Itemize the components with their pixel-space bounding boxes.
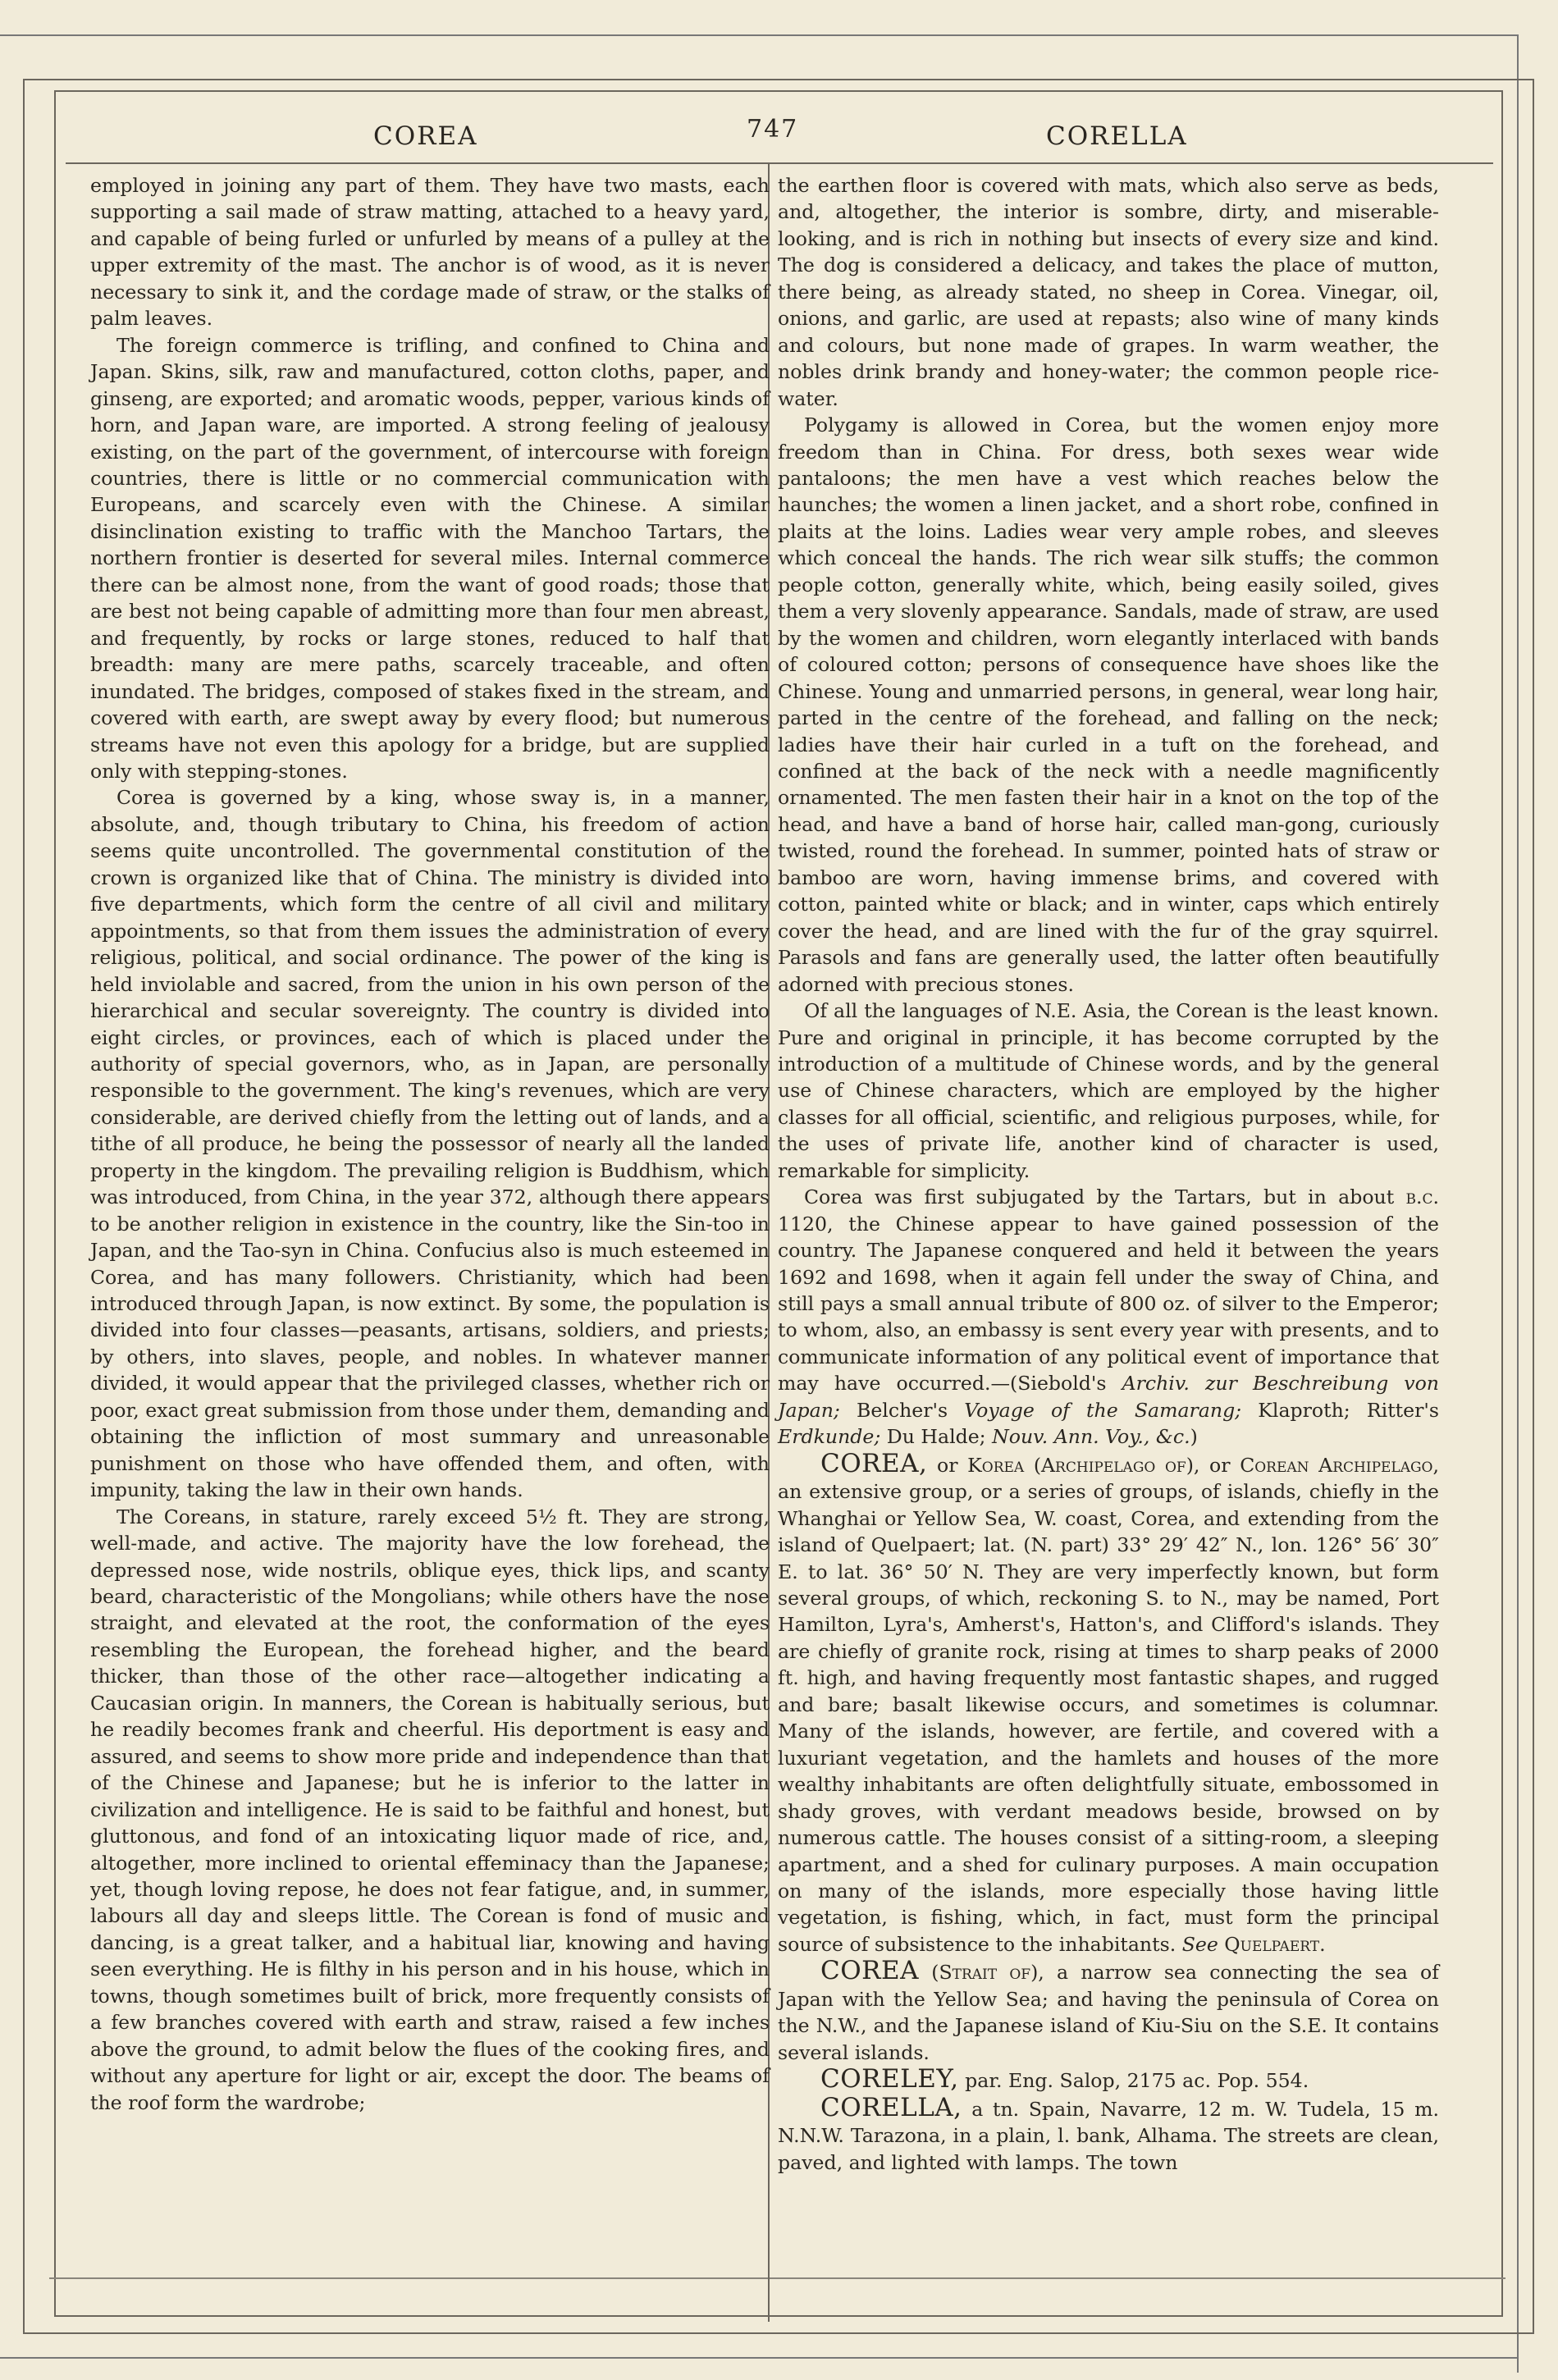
right-column xyxy=(778,172,1439,2176)
entry-headword: CORELEY, xyxy=(820,2064,959,2094)
paragraph: Polygamy is allowed in Corea, but the women enjoy more freedom than in China. For dress, both sexes wear wide pantaloons; the men have a vest which reaches below the haunches; the women a linen jacket, and a short robe, confined in plaits at the loins. Ladies wear very ample robes, and sleeves which conceal the hands. The rich wear silk stuffs; the common people cotton, generally white, which, being easily soiled, gives them a very slovenly appearance. Sandals, made of straw, are used by the women and children, worn elegantly interlaced with bands of coloured cotton; persons of consequence have shoes like the Chinese. Young and unmarried persons, in general, wear long hair, parted in the centre of the forehead, and falling on the neck; ladies have their hair curled in a tuft on the forehead, and confined at the back of the neck with a needle magnificently ornamented. The men fasten their hair in a knot on the top of the head, and have a band of horse hair, called man-gong, curiously twisted, round the forehead. In summer, pointed hats of straw or bamboo are worn, having immense brims, and covered with cotton, painted white or black; and in winter, caps which entirely cover the head, and are lined with the fur of the gray squirrel. Parasols and fans are generally used, the latter often beautifully adorned with precious stones. xyxy=(778,413,1439,996)
text-span: ) xyxy=(1190,1425,1198,1449)
gazetteer-entry-corella xyxy=(778,2094,1439,2176)
gazetteer-entry-coreley xyxy=(778,2066,1439,2094)
header-left-word: COREA xyxy=(373,121,478,151)
text-span: See xyxy=(1181,1932,1218,1956)
text-span: Corean Archipelago, xyxy=(1240,1453,1439,1477)
top-edge-rule xyxy=(0,34,1518,36)
paragraph: employed in joining any part of them. They have two masts, each supporting a sail made of straw matting, attached to a heavy yard, and capable of being furled or unfurled by means of a pulley at the upper extremity of the mast. The anchor is of wood, as it is never necessary to sink it, and the cordage made of straw, or the stalks of palm leaves. xyxy=(90,174,770,331)
text-span: an extensive group, or a series of groups, of islands, chiefly in the Whanghai or Yellow Sea, W. coast, Corea, and extending from the island of Quelpaert; lat. (N. part) 33° 29′ 42″ N., lon. 126° 56′ 30″ E. to lat. 36° 50′ N. They are very imperfectly known, but form several groups, of which, reckoning S. to N., may be named, Port Hamilton, Lyra's, Amherst's, Hatton's, and Clifford's islands. They are chiefly of granite rock, rising at times to sharp peaks of 2000 ft. high, and having frequently most fantastic shapes, and rugged and bare; basalt likewise occurs, and sometimes is columnar. Many of the islands, however, are fertile, and covered with a luxuriant vegetation, and the hamlets and houses of the more wealthy inhabitants are often delightfully situate, embossomed in shady groves, with verdant meadows beside, browsed on by numerous cattle. The houses consist of a sitting-room, a sleeping apartment, and a shed for culinary purposes. A main occupation on many of the islands, more especially those having little vegetation, is fishing, which, in fact, must form the principal source of subsistence to the inhabitants. xyxy=(778,1480,1439,1956)
text-span: Korea (Archipelago of), xyxy=(967,1453,1200,1477)
text-span: par. Eng. Salop, 2175 ac. Pop. 554. xyxy=(958,2069,1309,2093)
citation-title: Nouv. Ann. Voy., &c. xyxy=(992,1425,1190,1449)
citation-title: Archiv. zur Beschreibung von Japan; xyxy=(778,1372,1439,1422)
text-span: Du Halde; xyxy=(880,1425,993,1449)
text-span: b.c. xyxy=(1405,1185,1439,1209)
header-right-word: CORELLA xyxy=(1046,121,1188,151)
cross-reference: Quelpaert. xyxy=(1224,1932,1326,1956)
paragraph: The Coreans, in stature, rarely exceed 5½ ft. They are strong, well-made, and active. The majority have the low forehead, the depressed nose, wide nostrils, oblique eyes, thick lips, and scanty beard, characteristic of the Mongolians; while others have the nose straight, and elevated at the root, the conformation of the eyes resembling the European, the forehead higher, and the beard thicker, than those of the other race—altogether indicating a Caucasian origin. In manners, the Corean is habitually serious, but he readily becomes frank and cheerful. His deportment is easy and assured, and seems to show more pride and independence than that of the Chinese and Japanese; but he is inferior to the latter in civilization and intelligence. He is said to be faithful and honest, but gluttonous, and fond of an intoxicating liquor made of rice, and, altogether, more inclined to oriental effeminacy than the Japanese; yet, though loving repose, he does not fear fatigue, and, in summer, labours all day and sleeps little. The Corean is fond of music and dancing, is a great talker, and a habitual liar, knowing and having seen everything. He is filthy in his person and in his house, which in towns, though sometimes built of brick, more frequently consists of a few branches covered with earth and straw, raised a few inches above the ground, to admit below the flues of the cooking fires, and without any aperture for light or air, except the door. The beams of the roof form the wardrobe; xyxy=(90,1505,770,2114)
entry-headword: COREA xyxy=(820,1956,919,1986)
left-column xyxy=(90,172,770,2116)
citation-title: Erdkunde; xyxy=(778,1425,881,1449)
gazetteer-entry-corea-strait xyxy=(778,1957,1439,2066)
paragraph-history xyxy=(778,1184,1439,1450)
paragraph: Corea is governed by a king, whose sway is, in a manner, absolute, and, though tributary to China, his freedom of action seems quite uncontrolled. The governmental constitution of the crown is organized like that of China. The ministry is divided into five departments, which form the centre of all civil and military appointments, so that from them issues the administration of every religious, political, and social ordinance. The power of the king is held inviolable and sacred, from the union in his own person of the hierarchical and secular sovereignty. The country is divided into eight circles, or provinces, each of which is placed under the authority of special governors, who, as in Japan, are personally responsible to the government. The king's revenues, which are very considerable, are derived chiefly from the letting out of lands, and a tithe of all produce, he being the possessor of nearly all the landed property in the kingdom. The prevailing religion is Buddhism, which was introduced, from China, in the year 372, although there appears to be another religion in existence in the country, like the Sin-too in Japan, and the Tao-syn in China. Confucius also is much esteemed in Corea, and has many followers. Christianity, which had been introduced through Japan, is now extinct. By some, the population is divided into four classes—peasants, artisans, soldiers, and priests; by others, into slaves, people, and nobles. In whatever manner divided, it would appear that the privileged classes, whether rich or poor, exact great submission from those under them, demanding and obtaining the infliction of most summary and unreasonable punishment on those who have offended them, and often, with impunity, taking the law in their own hands. xyxy=(90,786,770,1502)
running-header xyxy=(66,113,1493,164)
page-number: 747 xyxy=(747,115,799,144)
entry-headword: COREA, xyxy=(820,1448,928,1478)
text-span: (Strait of), xyxy=(919,1961,1044,1985)
text-span: 1120, the Chinese appear to have gained possession of the country. The Japanese conquered and held it between the years 1692 and 1698, when it again fell under the sway of China, and still pays a small annual tribute of 800 oz. of silver to the Emperor; to whom, also, an embassy is sent every year with presents, and to communicate information of any political event of importance that may have occurred.—(Siebold's xyxy=(778,1212,1439,1396)
bottom-edge-rule xyxy=(0,2357,1518,2359)
entry-headword: CORELLA, xyxy=(820,2092,962,2122)
paragraph: the earthen floor is covered with mats, which also serve as beds, and, altogether, the interior is sombre, dirty, and miserable-looking, and is rich in nothing but insects of every size and kind. The dog is considered a delicacy, and takes the place of mutton, there being, as already stated, no sheep in Corea. Vinegar, oil, onions, and garlic, are used at repasts; also wine of many kinds and colours, but none made of grapes. In warm weather, the nobles drink brandy and honey-water; the common people rice-water. xyxy=(778,174,1439,410)
text-span: a narrow sea connecting the sea of Japan with the Yellow Sea; and having the peninsula of Corea on the N.W., and the Japanese island of Kiu-Siu on the S.E. It contains several islands. xyxy=(778,1961,1439,2064)
citation-title: Voyage of the Samarang; xyxy=(964,1398,1242,1422)
paragraph: The foreign commerce is trifling, and confined to China and Japan. Skins, silk, raw and manufactured, cotton cloths, paper, and ginseng, are exported; and aromatic woods, pepper, various kinds of horn, and Japan ware, are imported. A strong feeling of jealousy existing, on the part of the government, of intercourse with foreign countries, there is little or no commercial communication with Europeans, and scarcely even with the Chinese. A similar disinclination existing to traffic with the Manchoo Tartars, the northern frontier is deserted for several miles. Internal commerce there can be almost none, from the want of good roads; those that are best not being capable of admitting more than four men abreast, and frequently, by rocks or large stones, reduced to half that breadth: many are mere paths, scarcely traceable, and often inundated. The bridges, composed of stakes fixed in the stream, and covered with earth, are swept away by every flood; but numerous streams have not even this apology for a bridge, but are supplied only with stepping-stones. xyxy=(90,333,770,783)
text-span: Belcher's xyxy=(839,1398,965,1422)
text-span: or xyxy=(1199,1453,1240,1477)
text-span: or xyxy=(927,1453,968,1477)
text-span: a tn. Spain, Navarre, 12 m. W. Tudela, 15 m. N.N.W. Tarazona, in a plain, l. bank, Alhama. The streets are clean, paved, and lighted with lamps. The town xyxy=(778,2097,1439,2174)
text-span: Klaproth; Ritter's xyxy=(1241,1398,1439,1422)
text-span: Corea was first subjugated by the Tartars, but in about xyxy=(804,1185,1406,1209)
gazetteer-entry-corea-archipelago xyxy=(778,1450,1439,1958)
footer-rule xyxy=(49,2277,1505,2279)
paragraph: Of all the languages of N.E. Asia, the Corean is the least known. Pure and original in principle, it has become corrupted by the introduction of a multitude of Chinese words, and by the general use of Chinese characters, which are employed by the higher classes for all official, scientific, and religious purposes, while, for the uses of private life, another kind of character is used, remarkable for simplicity. xyxy=(778,999,1439,1182)
